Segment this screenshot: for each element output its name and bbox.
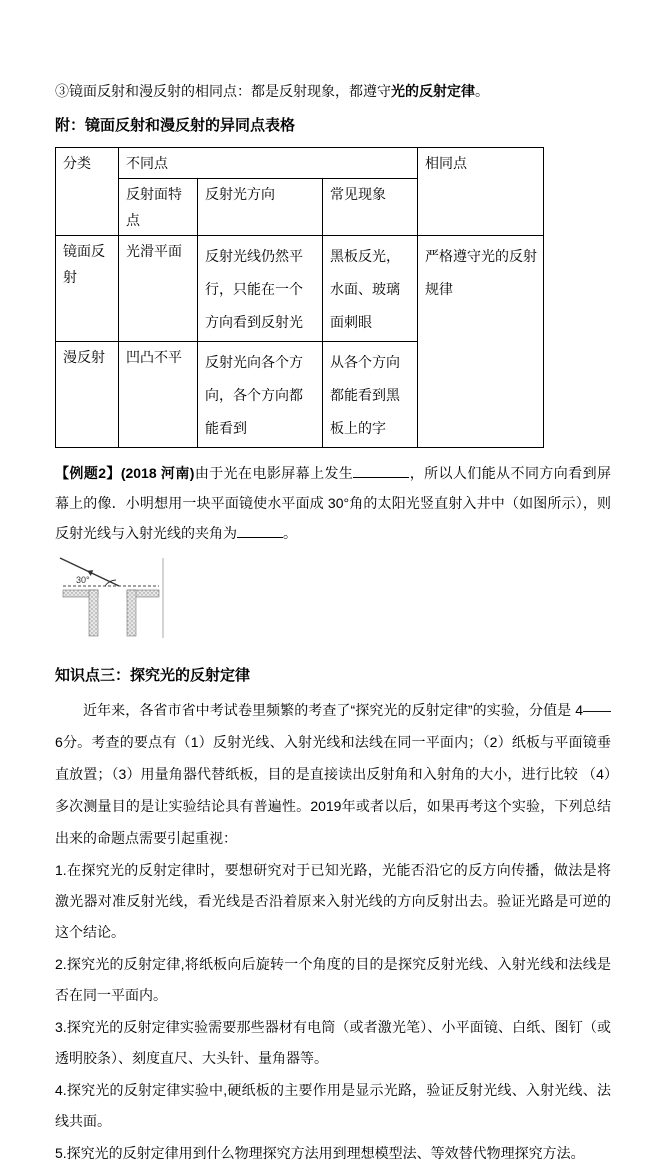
subheader-surface: 反射面特点 — [119, 179, 198, 236]
subheader-direction: 反射光方向 — [198, 179, 323, 236]
same-point-bold: 光的反射定律 — [391, 83, 475, 99]
well-figure — [55, 552, 611, 649]
example-2-text-3: 。 — [283, 525, 297, 541]
cell-phenomena: 黑板反光，水面、玻璃面刺眼 — [323, 236, 418, 342]
header-differences: 不同点 — [119, 148, 418, 179]
subheader-phenomena: 常见现象 — [323, 179, 418, 236]
table-row-specular — [56, 236, 544, 342]
section-heading-knowledge-point-3: 知识点三：探究光的反射定律 — [55, 667, 251, 684]
well-right-wall — [127, 590, 136, 636]
cell-direction: 反射光线仍然平行，只能在一个方向看到反射光 — [198, 236, 323, 342]
example-2-text-1: 由于光在电影屏幕上发生 — [194, 465, 354, 481]
cell-phenomena: 从各个方向都能看到黑板上的字 — [323, 342, 418, 448]
cell-name: 镜面反射 — [56, 236, 119, 342]
header-same: 相同点 — [418, 148, 544, 236]
example-2-paragraph — [55, 458, 611, 548]
well-left-wall — [89, 590, 98, 636]
same-point-text: ③镜面反射和漫反射的相同点：都是反射现象，都遵守 — [55, 83, 391, 99]
header-category: 分类 — [56, 148, 119, 236]
cell-direction: 反射光向各个方向，各个方向都能看到 — [198, 342, 323, 448]
note-item-2: 2.探究光的反射定律,将纸板向后旋转一个角度的目的是探究反射光线、入射光线和法线是否在同一平面内。 — [55, 956, 611, 1003]
answer-blank-1 — [353, 463, 409, 478]
note-item-1: 1.在探究光的反射定律时，要想研究对于已知光路，光能否沿它的反方向传播，做法是将激光器对准反射光线，看光线是否沿着原来入射光线的方向反射出去。验证光路是可逆的这个结论。 — [55, 862, 611, 940]
same-point-period: 。 — [475, 83, 489, 99]
cell-name: 漫反射 — [56, 342, 119, 448]
cell-same-point: 严格遵守光的反射规律 — [418, 236, 544, 448]
table-header-row-1 — [56, 148, 544, 179]
cell-surface: 凹凸不平 — [119, 342, 198, 448]
cell-surface: 光滑平面 — [119, 236, 198, 342]
table-caption: 附：镜面反射和漫反射的异同点表格 — [55, 117, 296, 134]
example-2-text-2: ，所以人们能从不同方向看到屏幕上的像．小明想用一块平面镜使水平面成 30°角的太阳光竖直射入井中（如图所示），则反射光线与入射光线的夹角为 — [55, 465, 611, 541]
comparison-table — [55, 147, 544, 448]
section3-intro: 近年来，各省市省中考试卷里频繁的考查了“探究光的反射定律”的实验，分值是 4——6分。考查的要点有（1）反射光线、入射光线和法线在同一平面内；（2）纸板与平面镜垂直放置；（3）用量角器代替纸板，目的是直接读出反射角和入射角的大小，进行比较 （4）多次测量目的是让实验结论具有普遍性。2019年或者以后，如果再考这个实验，下列总结出来的命题点需要引起重视： — [55, 702, 611, 846]
note-item-3: 3.探究光的反射定律实验需要那些器材有电筒（或者激光笔）、小平面镜、白纸、图钉（或透明胶条）、刻度直尺、大头针、量角器等。 — [55, 1019, 611, 1066]
note-item-5: 5.探究光的反射定律用到什么物理探究方法用到理想模型法、等效替代物理探究方法。 — [55, 1145, 585, 1161]
well-figure-svg — [55, 552, 173, 644]
note-item-4: 4.探究光的反射定律实验中,硬纸板的主要作用是显示光路，验证反射光线、入射光线、法线共面。 — [55, 1082, 611, 1129]
same-point-paragraph — [55, 76, 611, 106]
answer-blank-2 — [237, 523, 283, 538]
example-2-label: 【例题2】(2018 河南) — [55, 465, 195, 481]
angle-label: 30° — [76, 575, 90, 585]
